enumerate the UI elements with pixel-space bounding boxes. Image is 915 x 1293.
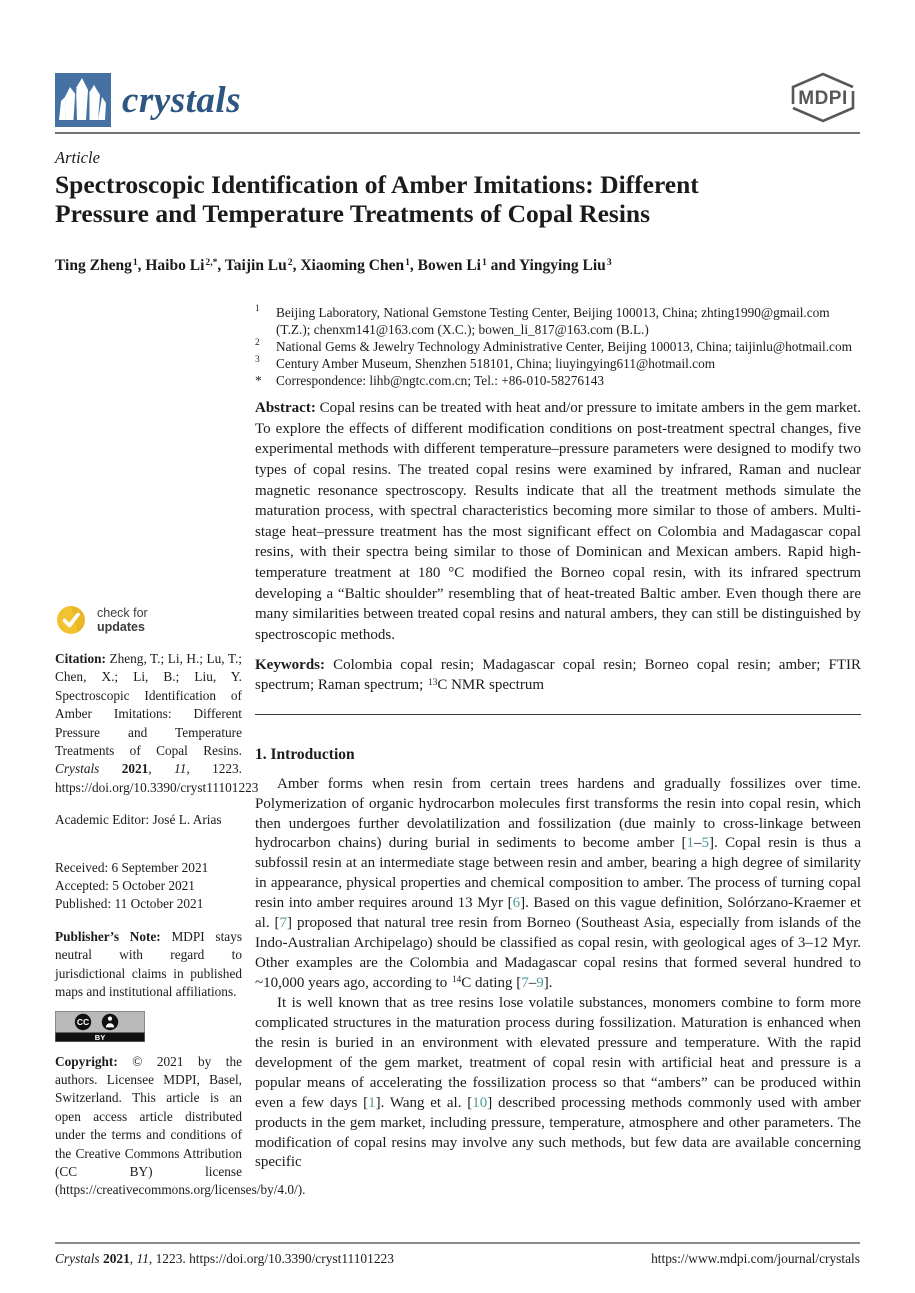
keywords-text: Colombia copal resin; Madagascar copal resin; Borneo copal resin; amber; FTIR spectrum; Raman spectrum; [255, 656, 862, 694]
author: Haibo $Li^{2,*}$, [145, 257, 225, 274]
author-affil-sup: 2,* [205, 257, 218, 269]
reference-link[interactable]: 7 [521, 974, 529, 991]
author: Ting Zheng$^1$, [55, 257, 146, 274]
intro-paragraph-2: It is well known that as tree resins lose volatile substances, monomers combine to form more complicated structures in the maturation process during fossilization. Maturation is enhanced when the resin is buried in an environment with elevated pressure and temperature. With the rapid development of the gem market, treatment of copal resin with artificial heat and pressure is a popular means of accelerating the fossilization process so that “ambers” can be produced within even a few days [1]. Wang et al. [10] described processing methods commonly used with amber products in the gem market, including pressure, temperature, atmosphere and other parameters. The modification of copal resins may involve any such methods, but few data are available concerning specific [255, 995, 862, 1171]
publishers-note-label: Publisher’s Note: [55, 928, 161, 944]
title-line-2: Pressure and Temperature Treatments of Copal Resins [55, 199, 651, 229]
keywords-text-after: C NMR spectrum [437, 677, 545, 694]
reference-link[interactable]: 10 [472, 1094, 488, 1111]
doi-link[interactable]: https://doi.org/10.3390/cryst11101223 [55, 779, 259, 795]
received-date: Received: 6 September 2021 [55, 859, 209, 875]
check-icon [55, 603, 89, 637]
abstract [255, 398, 861, 646]
published-date: Published: 11 October 2021 [55, 896, 204, 912]
cc-by-label: BY [94, 1032, 106, 1042]
intro-paragraph-1: Amber forms when resin from certain trees hardens and gradually fossilizes over time. Polymerization of organic hydrocarbon molecules first transforms the resin into copal resin, which then undergoes further devolatilization and fossilization (due mainly to cross-linkage between hydrocarbon chains) during burial in sediments to become amber [1–5]. Copal resin is thus a subfossil resin at an intermediate stage between resin and amber, bearing a high degree of similarity in appearance, physical properties and chemical composition to amber. The process of turning copal resin into amber requires around 13 Myr [6]. Based on this vague definition, Solórzano-Kraemer et al. [7] proposed that natural tree resin from Borneo (Southeast Asia, especially from islands of the Indo-Australian Archipelago) should be classified as copal resin, with geological ages of 3–12 Myr. Other examples are the Colombia and Madagascar copal resins that formed several hundred to ~10,000 years ago, according to $^{14}$C dating [7–9]. [255, 775, 861, 991]
authors-line [55, 257, 860, 275]
journal-brand [55, 73, 241, 127]
check-for-updates-label: check for updates [97, 606, 148, 634]
affiliation-row [255, 355, 861, 372]
mdpi-logo-text: MDPI [798, 88, 848, 109]
article-type-label: Article [55, 148, 100, 167]
keywords-label: Keywords: [255, 656, 325, 673]
affiliation-row [255, 372, 861, 389]
author-affil-sup: 1 [132, 257, 138, 269]
citation-block: Citation: Zheng, T.; Li, H.; Lu, T.; Chen, X.; Li, B.; Liu, Y. Spectroscopic Identification of Amber Imitations: Different Pressure and Temperature Treatments of Copal Resins. Crystals 2021, 11, 1223. https://doi.org/10.3390/cryst11101223 [55, 651, 259, 795]
affiliation-row [255, 304, 861, 338]
check-for-updates-badge[interactable] [55, 603, 173, 637]
mdpi-logo [785, 71, 861, 125]
author: Bowen Li$^1$ and [417, 257, 519, 274]
reference-link[interactable]: 9 [536, 974, 544, 991]
author-affil-sup: 3 [606, 257, 612, 269]
affiliation-marker: 2 [255, 338, 260, 349]
author-affil-sup: 1 [405, 257, 410, 269]
author: Xiaoming Chen$^1$, [300, 257, 418, 274]
cc-by-badge[interactable] [55, 1011, 145, 1042]
reference-link[interactable]: 7 [279, 914, 288, 931]
affiliation-marker: 1 [255, 304, 260, 314]
footer-divider [55, 1242, 860, 1244]
journal-name: crystals [122, 79, 242, 121]
page-title [55, 170, 860, 229]
footer-citation: Crystals 2021, 11, 1223. https://doi.org/10.3390/cryst11101223 [55, 1251, 394, 1266]
affiliation-text: National Gems & Jewelry Technology Administrative Center, Beijing 100013, China; taijinlu@hotmail.com [276, 339, 852, 355]
author-affil-sup: 2 [287, 257, 293, 269]
affiliation-text: Century Amber Museum, Shenzhen 518101, China; liuyingying611@hotmail.com [276, 356, 716, 372]
author-affil-sup: 1 [481, 257, 487, 269]
affiliation-text: Beijing Laboratory, National Gemstone Testing Center, Beijing 100013, China; zhting1990@gmail.com (T.Z.); chenxm141@163.com (X.C.); bowen_li_817@163.com (B.L.) [276, 305, 830, 338]
reference-link[interactable]: 1 [368, 1094, 376, 1111]
abstract-label: Abstract: [255, 400, 316, 417]
correspondence-marker: * [255, 373, 262, 389]
keywords-isotope-sup: 13 [428, 677, 438, 688]
academic-editor: Academic Editor: José L. Arias [55, 812, 222, 828]
citation-label: Citation: [55, 651, 106, 666]
article-dates [55, 859, 242, 914]
reference-link[interactable]: 6 [512, 895, 521, 912]
isotope-sup: 14 [451, 974, 462, 985]
title-line-1: Spectroscopic Identification of Amber Imitations: Different [55, 170, 699, 199]
reference-link[interactable]: 5 [701, 835, 710, 852]
footer-journal-url[interactable]: https://www.mdpi.com/journal/crystals [651, 1251, 860, 1266]
author: Yingying Liu$^3$ [518, 257, 612, 274]
affiliation-marker: 3 [255, 355, 260, 366]
main-column [255, 304, 861, 1173]
copyright-label: Copyright: [55, 1053, 118, 1069]
person-icon [102, 1013, 118, 1029]
abstract-text: Copal resins can be treated with heat and/or pressure to imitate ambers in the gem market. To explore the effects of different modification conditions on post-treatment spectral changes, five experimental methods with different temperature–pressure parameters were designed to modify two types of copal resins. The treated copal resins were examined by infrared, Raman and nuclear magnetic resonance spectroscopy. Results indicate that all the treatment methods simulate the maturation process, with spectral characteristics becoming more similar to those of ambers. Multi-stage heat–pressure treatment has the most significant effect on Colombia and Madagascar copal resins, with their spectra being similar to those of Dominican and Mexican ambers. Rapid high-temperature treatment at 180 °C modified the Borneo copal resin, with its infrared spectrum developing a “Baltic shoulder” resembling that of heat-treated Baltic amber. Even though there are many similarities between treated copal resins and natural ambers, they can still be distinguished by spectroscopic methods. [255, 400, 862, 643]
svg-text:CC: CC [76, 1016, 90, 1027]
correspondence-text: Correspondence: lihb@ngtc.com.cn; Tel.: +86-010-58276143 [276, 373, 605, 389]
accepted-date: Accepted: 5 October 2021 [55, 878, 195, 894]
citation-text: Zheng, T.; Li, H.; Lu, T.; Chen, X.; Li, B.; Liu, Y. Spectroscopic Identification of Amber Imitations: Different Pressure and Temperature Treatments of Copal Resins. [55, 651, 242, 759]
publishers-note: Publisher’s Note: MDPI stays neutral with regard to jurisdictional claims in published maps and institutional affiliations. [55, 928, 243, 1000]
doi-link[interactable]: https://doi.org/10.3390/cryst11101223 [189, 1251, 394, 1266]
reference-link[interactable]: 1 [686, 835, 695, 852]
affiliation-row [255, 338, 861, 355]
keywords [255, 655, 861, 696]
copyright-block: Copyright: © 2021 by the authors. Licensee MDPI, Basel, Switzerland. This article is an open access article distributed under the terms and conditions of the Creative Commons Attribution (CC BY) license (https://creativecommons.org/licenses/by/4.0/). [55, 1053, 306, 1198]
crystals-logo-icon [55, 73, 111, 127]
author: Taijin Lu$^2$, [224, 257, 301, 274]
header-divider [55, 132, 860, 134]
section-divider [255, 714, 861, 715]
section-heading-introduction: 1. Introduction [255, 745, 355, 763]
footer [55, 1251, 860, 1267]
